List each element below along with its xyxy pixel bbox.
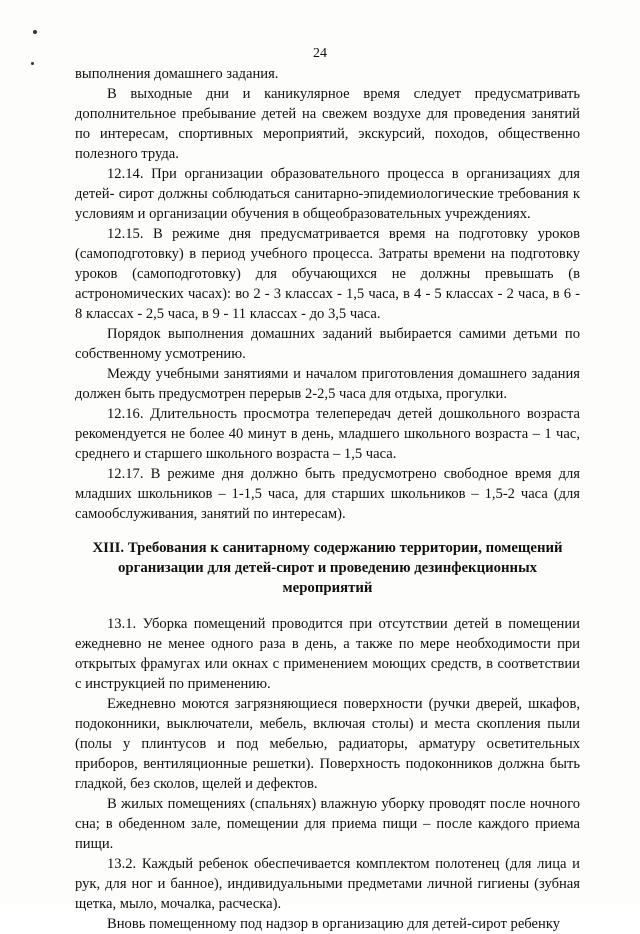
paragraph: Между учебными занятиями и началом приготовления домашнего задания должен быть предусмотрен перерыв 2-2,5 часа для отдыха, прогулки.	[75, 366, 580, 402]
section-heading: XIII. Требования к санитарному содержанию территории, помещений организации для детей-сирот и проведению дезинфекционных мероприятий	[92, 540, 563, 596]
scan-artifact-dot	[33, 30, 37, 34]
paragraph: Вновь помещенному под надзор в организацию для детей-сирот ребенку	[107, 916, 560, 932]
paragraph: выполнения домашнего задания.	[75, 66, 279, 82]
paragraph: Порядок выполнения домашних заданий выбирается самими детьми по собственному усмотрению.	[75, 326, 580, 362]
paragraph: 13.1. Уборка помещений проводится при отсутствии детей в помещении ежедневно не менее одного раза в день, а также по мере необходимости при открытых фрамугах или окнах с применением моющих средств, в соответствии с инструкцией по применению.	[75, 616, 580, 692]
paragraph: В жилых помещениях (спальнях) влажную уборку проводят после ночного сна; в обеденном зале, помещении для приема пищи – после каждого приема пищи.	[75, 796, 580, 852]
paragraph: 12.14. При организации образовательного процесса в организациях для детей- сирот должны соблюдаться санитарно-эпидемиологические требования к условиям и организации обучения в общеобразовательных учреждениях.	[75, 166, 580, 222]
paragraph: 12.16. Длительность просмотра телепередач детей дошкольного возраста рекомендуется не более 40 минут в день, младшего школьного возраста – 1 час, среднего и старшего школьного возраста – 1,5 часа.	[75, 406, 580, 462]
scan-artifact-dot	[31, 62, 34, 65]
paragraph: 13.2. Каждый ребенок обеспечивается комплектом полотенец (для лица и рук, для ног и банное), индивидуальными предметами личной гигиены (зубная щетка, мыло, мочалка, расческа).	[75, 856, 580, 912]
paragraph: 12.17. В режиме дня должно быть предусмотрено свободное время для младших школьников – 1-1,5 часа, для старших школьников – 1,5-2 часа (для самообслуживания, занятий по интересам).	[75, 466, 580, 522]
page-number: 24	[313, 46, 327, 61]
paragraph: 12.15. В режиме дня предусматривается время на подготовку уроков (самоподготовку) в период учебного процесса. Затраты времени на подготовку уроков (самоподготовку) для обучающихся не должны превышать (в астрономических часах): во 2 - 3 классах - 1,5 часа, в 4 - 5 классах - 2 часа, в 6 - 8 классах - 2,5 часа, в 9 - 11 классах - до 3,5 часа.	[75, 226, 580, 322]
paragraph: Ежедневно моются загрязняющиеся поверхности (ручки дверей, шкафов, подоконники, выключатели, мебель, включая столы) и места скопления пыли (полы у плинтусов и под мебелью, радиаторы, арматуру осветительных приборов, вентиляционные решетки). Поверхность подоконников должна быть гладкой, без сколов, щелей и дефектов.	[75, 696, 580, 792]
paragraph: В выходные дни и каникулярное время следует предусматривать дополнительное пребывание детей на свежем воздухе для проведения занятий по интересам, спортивных мероприятий, экскурсий, походов, общественно полезного труда.	[75, 86, 580, 162]
document-body	[75, 64, 580, 934]
